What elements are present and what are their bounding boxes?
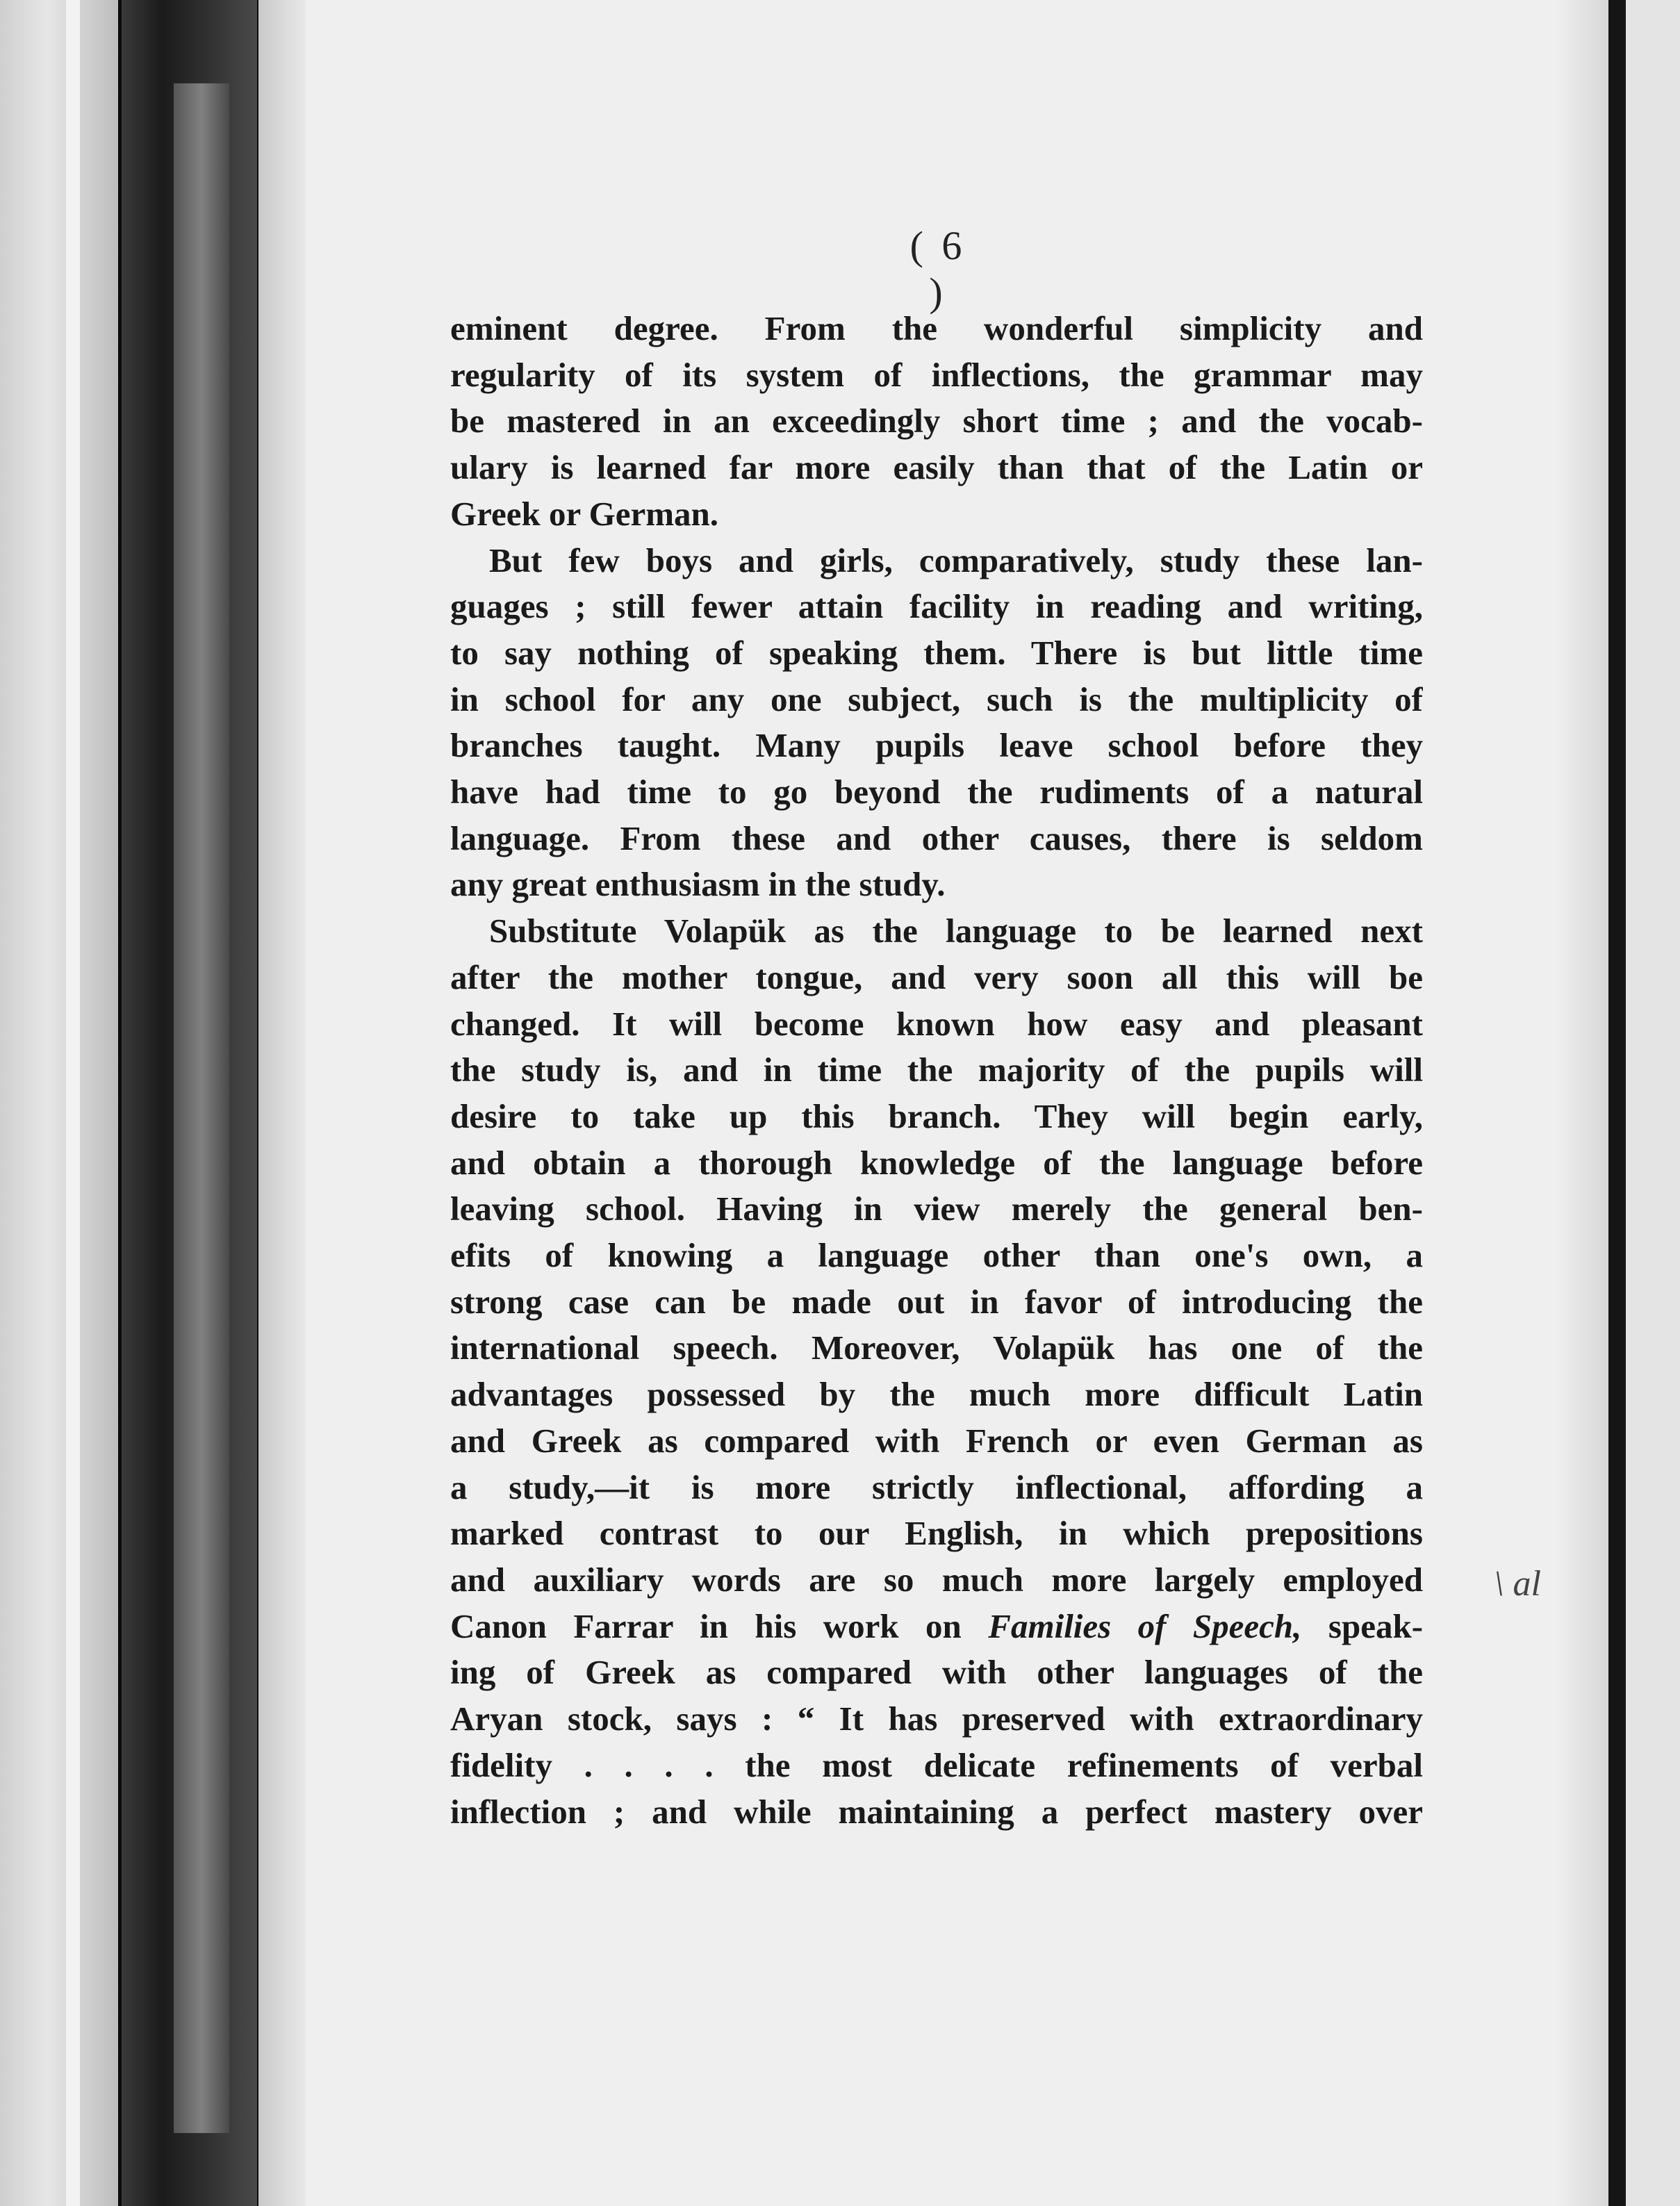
text-line: and auxiliary words are so much more largely employed <box>450 1560 1423 1599</box>
text-line: and obtain a thorough knowledge of the language before <box>450 1143 1423 1182</box>
text-line: strong case can be made out in favor of introducing the <box>450 1282 1423 1321</box>
text-line: marked contrast to our English, in which prepositions <box>450 1514 1423 1553</box>
text-line: in school for any one subject, such is the multiplicity of <box>450 680 1423 718</box>
text-segment: Canon Farrar in his work on <box>450 1606 962 1645</box>
next-page-edge <box>1626 0 1680 2206</box>
text-line: the study is, and in time the majority of the pupils will <box>450 1051 1423 1089</box>
text-line: to say nothing of speaking them. There is but little time <box>450 633 1423 672</box>
book-left-edge <box>0 0 118 2206</box>
text-line: language. From these and other causes, there is seldom <box>450 818 1423 857</box>
page-shadow <box>1556 0 1608 2206</box>
text-line: a study,—it is more strictly inflectional, affording a <box>450 1467 1423 1506</box>
text-line: guages ; still fewer attain facility in reading and writing, <box>450 587 1423 626</box>
text-line: advantages possessed by the much more difficult Latin <box>450 1375 1423 1414</box>
text-line: any great enthusiasm in the study. <box>450 865 946 904</box>
text-line: eminent degree. From the wonderful simplicity and <box>450 309 1423 347</box>
text-line-with-title <box>450 1604 1423 1650</box>
page-gutter <box>258 0 307 2206</box>
text-segment: speak- <box>1328 1606 1423 1645</box>
text-line: be mastered in an exceedingly short time ; and the vocab- <box>450 402 1423 441</box>
page-number: ( 6 ) <box>909 223 966 315</box>
book-left-edge-strip <box>66 0 80 2206</box>
text-line: changed. It will become known how easy and pleasant <box>450 1004 1423 1043</box>
text-line: have had time to go beyond the rudiments of a natural <box>450 773 1423 812</box>
text-line: But few boys and girls, comparatively, study these lan- <box>489 541 1423 579</box>
text-line: efits of knowing a language other than one's own, a <box>450 1236 1423 1275</box>
book-title-italic: Families of Speech, <box>988 1606 1302 1645</box>
book-spine-highlight <box>174 83 229 2133</box>
text-line: Substitute Volapük as the language to be learned next <box>489 912 1423 950</box>
text-line: regularity of its system of inflections, the grammar may <box>450 355 1423 394</box>
text-line: ing of Greek as compared with other languages of the <box>450 1653 1423 1692</box>
text-line: branches taught. Many pupils leave school before they <box>450 726 1423 765</box>
right-page-divider <box>1608 0 1626 2206</box>
text-line: and Greek as compared with French or even German as <box>450 1421 1423 1460</box>
text-line: international speech. Moreover, Volapük has one of the <box>450 1328 1423 1367</box>
text-line: ulary is learned far more easily than that of the Latin or <box>450 448 1423 487</box>
text-line: inflection ; and while maintaining a perfect mastery over <box>450 1792 1423 1831</box>
text-line: desire to take up this branch. They will begin early, <box>450 1096 1423 1135</box>
text-line: after the mother tongue, and very soon all this will be <box>450 957 1423 996</box>
text-line: Greek or German. <box>450 494 719 533</box>
text-line: leaving school. Having in view merely the general ben- <box>450 1190 1423 1228</box>
text-line: Aryan stock, says : “ It has preserved with extraordinary <box>450 1699 1423 1738</box>
body-text <box>450 306 1423 1835</box>
text-line: fidelity . . . . the most delicate refinements of verbal <box>450 1745 1423 1784</box>
margin-annotation: \ al <box>1494 1564 1541 1604</box>
